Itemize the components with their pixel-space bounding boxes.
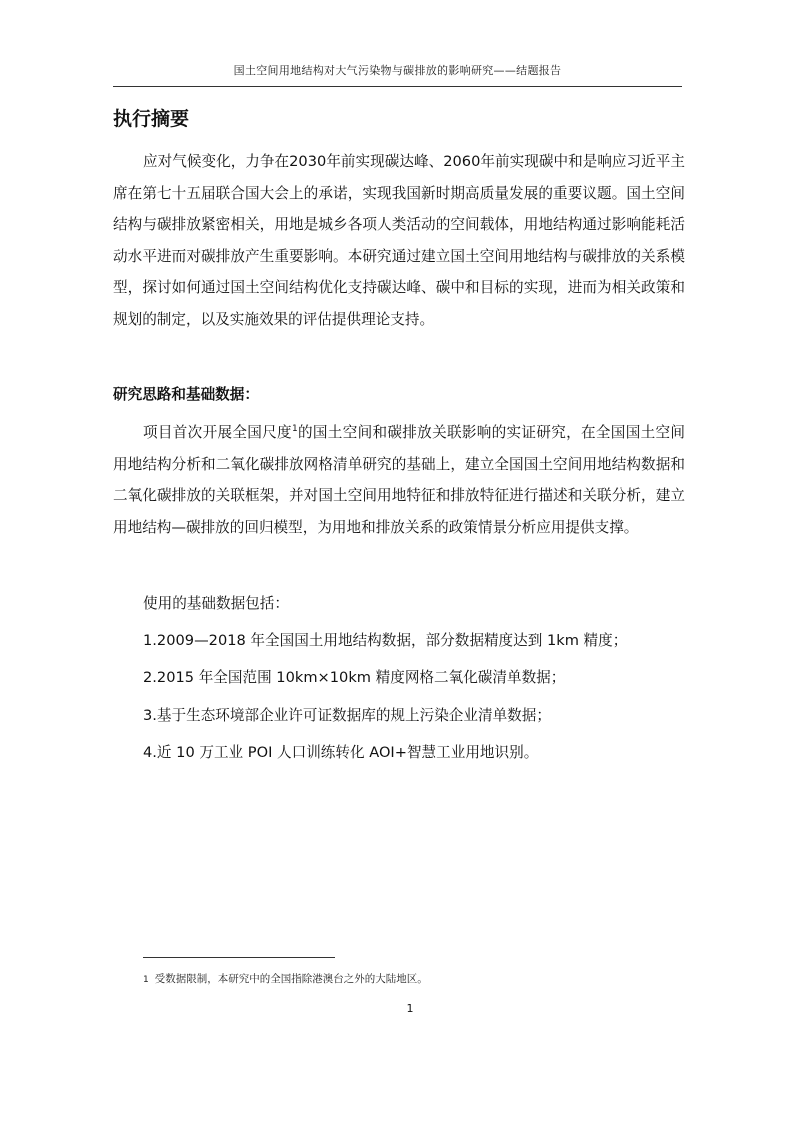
research-paragraph-start: 项目首次开展全国尺度: [143, 424, 292, 441]
research-paragraph: [113, 417, 685, 543]
research-heading: 研究思路和基础数据：: [113, 386, 259, 403]
data-list-item: 2.2015 年全国范围 10km×10km 精度网格二氧化碳清单数据；: [143, 669, 566, 686]
data-list-item: 4.近 10 万工业 POI 人口训练转化 AOI+智慧工业用地识别。: [143, 744, 539, 761]
data-list-item: 1.2009—2018 年全国国土用地结构数据，部分数据精度达到 1km 精度；: [143, 632, 628, 649]
research-paragraph-rest: 的国土空间和碳排放关联影响的实证研究，在全国国土空间用地结构分析和二氧化碳排放网格清单研究的基础上，建立全国国土空间用地结构数据和二氧化碳排放的关联框架，并对国土空间用地特征和排放特征进行描述和关联分析，建立用地结构—碳排放的回归模型，为用地和排放关系的政策情景分析应用提供支撑。: [113, 424, 685, 536]
footnote-text: 受数据限制，本研究中的全国指除港澳台之外的大陆地区。: [154, 973, 428, 985]
summary-paragraph: 应对气候变化，力争在2030年前实现碳达峰、2060年前实现碳中和是响应习近平主席在第七十五届联合国大会上的承诺，实现我国新时期高质量发展的重要议题。国土空间结构与碳排放紧密相关，用地是城乡各项人类活动的空间载体，用地结构通过影响能耗活动水平进而对碳排放产生重要影响。本研究通过建立国土空间用地结构与碳排放的关系模型，探讨如何通过国土空间结构优化支持碳达峰、碳中和目标的实现，进而为相关政策和规划的制定，以及实施效果的评估提供理论支持。: [113, 153, 685, 328]
footnote-divider: [143, 957, 335, 958]
header-divider: [113, 86, 682, 87]
section-title: 执行摘要: [113, 108, 190, 130]
footnote-reference[interactable]: 1: [291, 424, 298, 435]
data-list-intro: 使用的基础数据包括：: [143, 595, 289, 612]
data-list-item: 3.基于生态环境部企业许可证数据库的规上污染企业清单数据；: [143, 707, 551, 724]
running-header: 国土空间用地结构对大气污染物与碳排放的影响研究——结题报告: [233, 64, 562, 77]
footnote-mark: 1: [143, 975, 149, 985]
page-number: 1: [406, 1002, 414, 1015]
footnote: [143, 971, 428, 986]
